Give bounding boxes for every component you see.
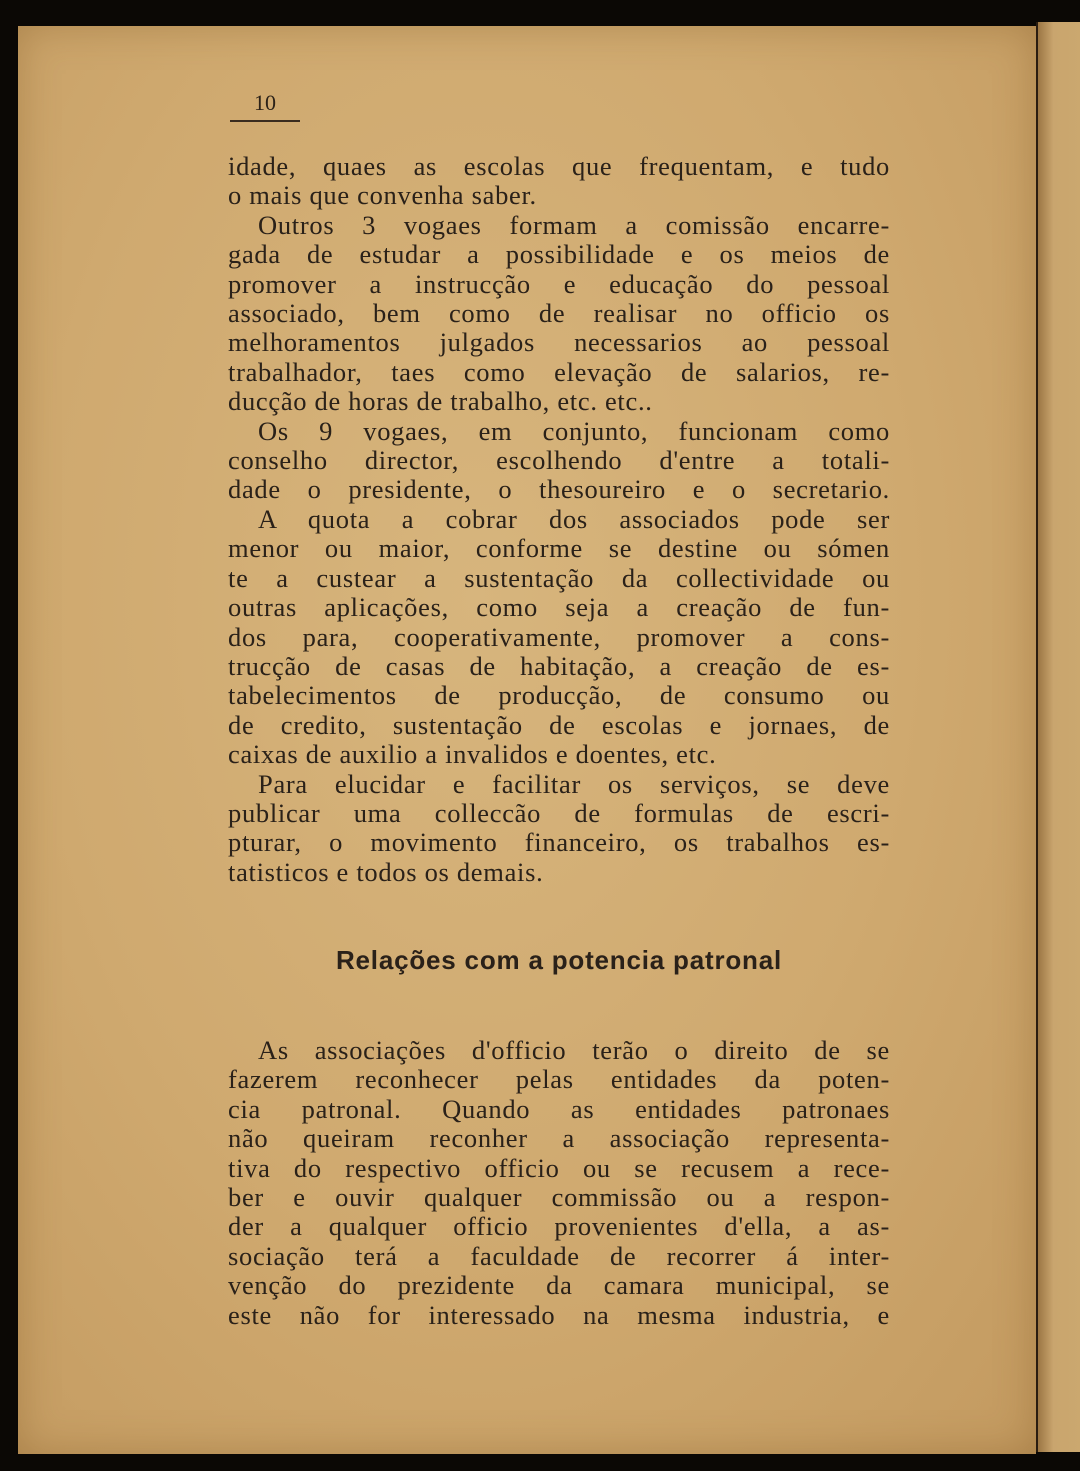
text-line: melhoramentos julgados necessarios ao pessoal [228, 327, 890, 358]
adjacent-page-edge [1036, 22, 1080, 1452]
text-line: dos para, cooperativamente, promover a cons- [228, 621, 890, 652]
text-line: ducção de horas de trabalho, etc. etc.. [228, 386, 653, 417]
text-line: A quota a cobrar dos associados pode ser [258, 503, 890, 534]
text-line: promover a instrucção e educação do pessoal [228, 268, 890, 299]
text-line: der a qualquer officio provenientes d'ella, a as- [228, 1211, 890, 1242]
text-line: Os 9 vogaes, em conjunto, funcionam como [258, 415, 890, 446]
text-line: trabalhador, taes como elevação de salarios, re- [228, 356, 890, 387]
text-line: trucção de casas de habitação, a creação de es- [228, 650, 890, 681]
text-line: sociação terá a faculdade de recorrer á inter- [228, 1240, 890, 1271]
text-line: Para elucidar e facilitar os serviços, se deve [258, 768, 890, 799]
text-line: pturar, o movimento financeiro, os trabalhos es- [228, 827, 890, 858]
text-line: fazerem reconhecer pelas entidades da poten- [228, 1064, 890, 1095]
page-number-rule [230, 120, 300, 122]
text-line: tiva do respectivo officio ou se recusem a rece- [228, 1152, 890, 1183]
text-line: venção do prezidente da camara municipal, se [228, 1270, 890, 1301]
text-line: te a custear a sustentação da collectividade ou [228, 562, 890, 593]
text-line: idade, quaes as escolas que frequentam, e tudo [228, 151, 890, 181]
section-heading: Relações com a potencia patronal [335, 945, 783, 975]
text-line: tatisticos e todos os demais. [228, 856, 544, 887]
text-line: cia patronal. Quando as entidades patronaes [228, 1093, 890, 1124]
text-line: Outros 3 vogaes formam a comissão encarre- [258, 209, 890, 240]
text-line: dade o presidente, o thesoureiro e o secretario. [228, 474, 890, 505]
text-line: caixas de auxilio a invalidos e doentes, etc. [228, 739, 717, 770]
text-line: não queiram reconher a associação representa- [228, 1123, 890, 1154]
body-text-block-1 [228, 152, 890, 887]
body-text-block-2 [228, 1036, 890, 1330]
text-line: conselho director, escolhendo d'entre a totali- [228, 445, 890, 476]
page-number: 10 [254, 90, 276, 115]
text-line: ber e ouvir qualquer commissão ou a respon- [228, 1182, 890, 1213]
text-line: gada de estudar a possibilidade e os meios de [228, 239, 890, 270]
text-line: este não for interessado na mesma industria, e [228, 1299, 890, 1330]
text-line: associado, bem como de realisar no officio os [228, 298, 890, 329]
text-line: de credito, sustentação de escolas e jornaes, de [228, 709, 890, 740]
text-line: publicar uma colleccão de formulas de escri- [228, 797, 890, 828]
text-line: o mais que convenha saber. [228, 180, 537, 211]
text-line: menor ou maior, conforme se destine ou sómen [228, 533, 890, 564]
text-line: As associações d'officio terão o direito de se [258, 1035, 890, 1065]
text-line: tabelecimentos de producção, de consumo ou [228, 680, 890, 711]
text-line: outras aplicações, como seja a creação de fun- [228, 592, 890, 623]
